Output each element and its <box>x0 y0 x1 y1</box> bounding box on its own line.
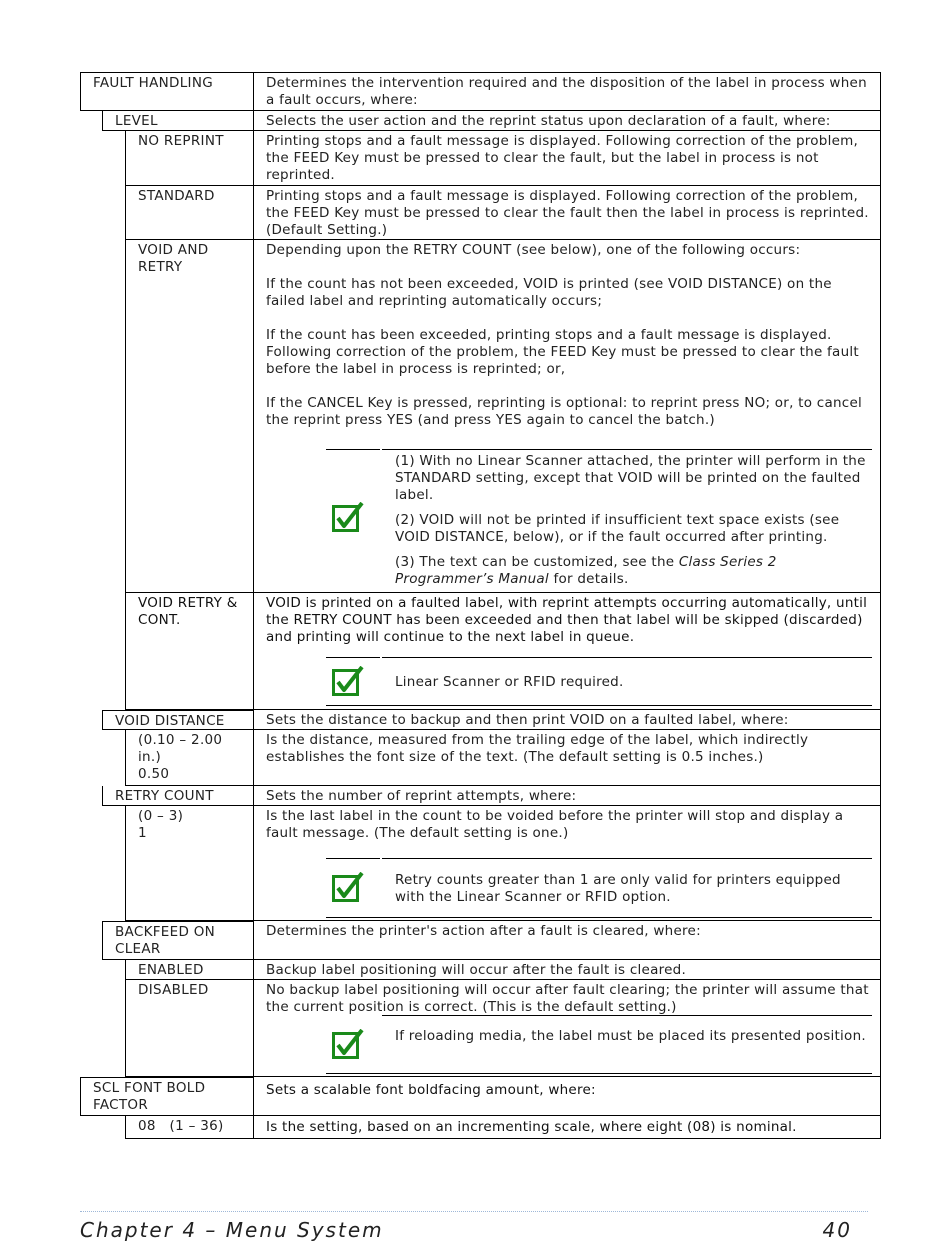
row-label: DISABLED <box>125 980 254 1077</box>
row-label: (0 – 3) 1 <box>125 806 254 921</box>
row-description: Selects the user action and the reprint status upon declaration of a fault, where: <box>254 111 881 131</box>
row-enabled <box>0 960 950 980</box>
row-standard <box>0 186 950 240</box>
row-description: Is the setting, based on an incrementing scale, where eight (08) is nominal. <box>254 1116 881 1139</box>
row-label: 08 (1 – 36) <box>125 1116 254 1139</box>
note-box <box>326 858 872 920</box>
chapter-title: Chapter 4 – Menu System <box>80 1218 384 1242</box>
paragraph: If the count has been exceeded, printing stops and a fault message is displayed. Following correction of the problem, the FEED Key must be pressed to clear the fault before the label in process is reprinted; or, <box>266 327 859 377</box>
row-label: ENABLED <box>125 960 254 980</box>
row-description <box>254 806 881 921</box>
page-number: 40 <box>822 1218 852 1242</box>
row-label: (0.10 – 2.00 in.) 0.50 <box>125 730 254 786</box>
row-fault-handling <box>0 72 950 111</box>
row-backfeed-on-clear <box>0 921 950 960</box>
row-label: SCL FONT BOLD FACTOR <box>80 1077 254 1116</box>
row-label: FAULT HANDLING <box>80 72 254 111</box>
row-disabled <box>0 980 950 1077</box>
row-void-retry-cont <box>0 593 950 710</box>
row-void-distance-range <box>0 730 950 786</box>
row-description <box>254 240 881 593</box>
row-scl-range <box>0 1116 950 1139</box>
note-text <box>395 453 868 596</box>
row-label: RETRY COUNT <box>102 786 254 806</box>
row-description: Determines the intervention required and the disposition of the label in process when a fault occurs, where: <box>254 72 881 111</box>
description-text: No backup label positioning will occur after fault clearing; the printer will assume that the current position is correct. (This is the default setting.) <box>266 982 869 1015</box>
row-level <box>0 111 950 131</box>
description-text: Is the last label in the count to be voided before the printer will stop and display a fault message. (The default setting is one.) <box>266 808 844 841</box>
note-item: (2) VOID will not be printed if insufficient text space exists (see VOID DISTANCE, below), or if the fault occurred after printing. <box>395 512 840 545</box>
row-description: Sets the number of reprint attempts, where: <box>254 786 881 806</box>
checkbox-check-icon <box>332 502 364 532</box>
row-description: Backup label positioning will occur after the fault is cleared. <box>254 960 881 980</box>
row-description <box>254 980 881 1077</box>
paragraph: If the CANCEL Key is pressed, reprinting is optional: to reprint press NO; or, to cancel the reprint press YES (and press YES again to cancel the batch.) <box>266 395 863 428</box>
paragraph: If the count has not been exceeded, VOID is printed (see VOID DISTANCE) on the failed label and reprinting automatically occurs; <box>266 276 832 309</box>
row-description: Is the distance, measured from the trailing edge of the label, which indirectly establishes the font size of the text. (The default setting is 0.5 inches.) <box>254 730 881 786</box>
row-retry-count-range <box>0 806 950 921</box>
checkbox-check-icon <box>332 1029 364 1059</box>
row-label: LEVEL <box>102 111 254 131</box>
note-item: (1) With no Linear Scanner attached, the printer will perform in the STANDARD setting, except that VOID will be printed on the faulted label. <box>395 453 866 503</box>
note-box <box>326 449 872 591</box>
row-description: Printing stops and a fault message is displayed. Following correction of the problem, the FEED Key must be pressed to clear the fault, but the label in process is not reprinted. <box>254 131 881 186</box>
row-description: Sets the distance to backup and then print VOID on a faulted label, where: <box>254 710 881 730</box>
row-description: Printing stops and a fault message is displayed. Following correction of the problem, the FEED Key must be pressed to clear the fault then the label in process is reprinted. (Default Setting.) <box>254 186 881 240</box>
note-item: (3) The text can be customized, see the Class Series 2 Programmer’s Manual for details. <box>395 554 777 587</box>
row-description: Determines the printer's action after a fault is cleared, where: <box>254 921 881 960</box>
row-label: VOID AND RETRY <box>125 240 254 593</box>
row-label: VOID DISTANCE <box>102 710 254 730</box>
row-no-reprint <box>0 131 950 186</box>
note-box <box>326 657 872 707</box>
row-void-and-retry <box>0 240 950 593</box>
row-retry-count <box>0 786 950 806</box>
footer-divider <box>80 1211 868 1212</box>
checkbox-check-icon <box>332 872 364 902</box>
row-description <box>254 593 881 710</box>
checkbox-check-icon <box>332 666 364 696</box>
row-label: NO REPRINT <box>125 131 254 186</box>
row-label: STANDARD <box>125 186 254 240</box>
row-description: Sets a scalable font boldfacing amount, where: <box>254 1077 881 1116</box>
row-label: VOID RETRY & CONT. <box>125 593 254 710</box>
note-text: If reloading media, the label must be placed its presented position. <box>395 1028 866 1044</box>
description-text: VOID is printed on a faulted label, with reprint attempts occurring automatically, until the RETRY COUNT has been exceeded and then that label will be skipped (discarded) and printing will continue to the next label in queue. <box>266 595 868 645</box>
row-scl-font-bold-factor <box>0 1077 950 1116</box>
row-label: BACKFEED ON CLEAR <box>102 921 254 960</box>
page-footer <box>80 1218 852 1242</box>
paragraph: Depending upon the RETRY COUNT (see below), one of the following occurs: <box>266 242 801 258</box>
note-box <box>326 1015 872 1076</box>
note-text: Linear Scanner or RFID required. <box>395 674 624 690</box>
row-void-distance <box>0 710 950 730</box>
note-text: Retry counts greater than 1 are only valid for printers equipped with the Linear Scanner or RFID option. <box>395 872 841 905</box>
